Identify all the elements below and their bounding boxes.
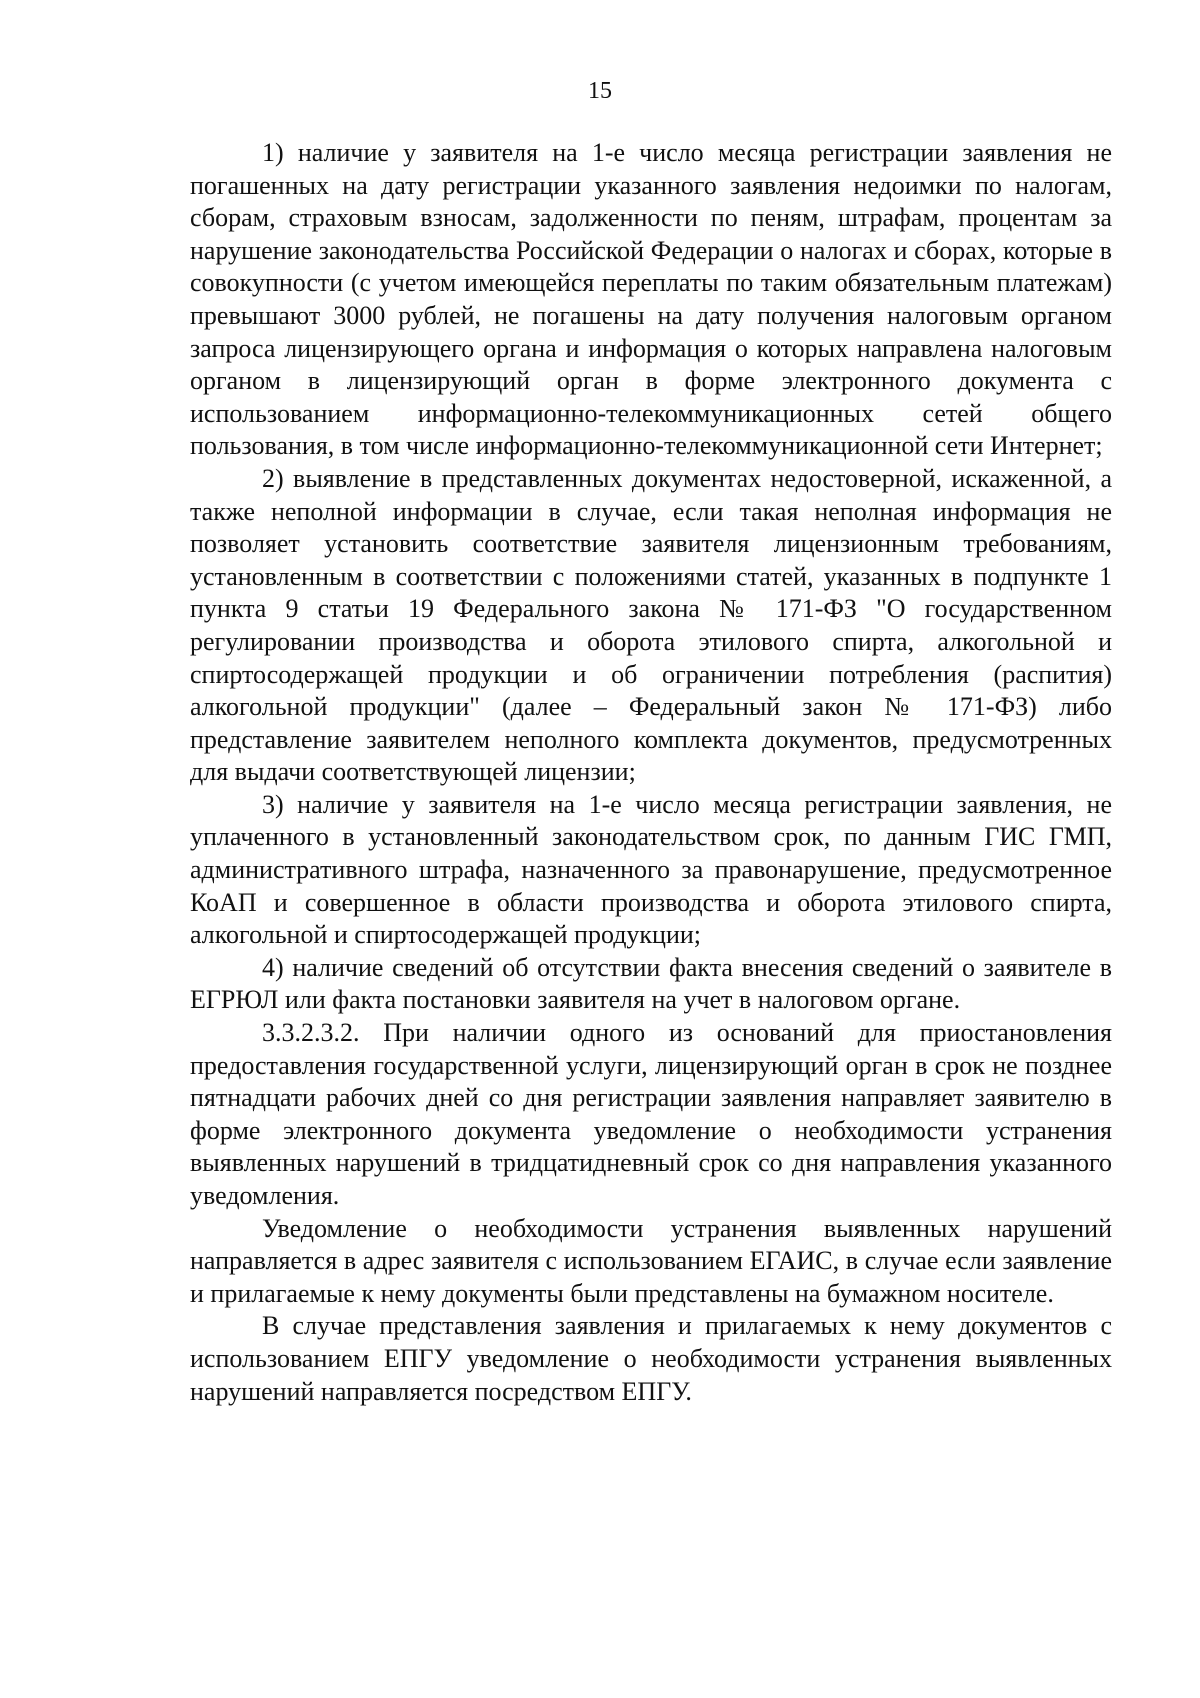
document-body [190,137,1112,1408]
page-number: 15 [588,78,612,104]
paragraph-notification-epgu: В случае представления заявления и прилагаемых к нему документов с использованием ЕПГУ уведомление о необходимости устранения выявленных нарушений направляется посредством ЕПГУ. [190,1311,1112,1406]
paragraph-item-1: 1) наличие у заявителя на 1-е число месяца регистрации заявления не погашенных на дату регистрации указанного заявления недоимки по налогам, сборам, страховым взносам, задолженности по пеням, штрафам, процентам за нарушение законодательства Российской Федерации о налогах и сборах, которые в совокупности (с учетом имеющейся переплаты по таким обязательным платежам) превышают 3000 рублей, не погашены на дату получения налоговым органом запроса лицензирующего органа и информация о которых направлена налоговым органом в лицензирующий орган в форме электронного документа с использованием информационно-телекоммуникационных сетей общего пользования, в том числе информационно-телекоммуникационной сети Интернет; [190,138,1112,461]
paragraph-item-2: 2) выявление в представленных документах недостоверной, искаженной, а также неполной информации в случае, если такая неполная информация не позволяет установить соответствие заявителя лицензионным требованиям, установленным в соответствии с положениями статей, указанных в подпункте 1 пункта 9 статьи 19 Федерального закона № 171-ФЗ "О государственном регулировании производства и оборота этилового спирта, алкогольной и спиртосодержащей продукции и об ограничении потребления (распития) алкогольной продукции" (далее – Федеральный закон № 171-ФЗ) либо представление заявителем неполного комплекта документов, предусмотренных для выдачи соответствующей лицензии; [190,463,1112,787]
paragraph-item-4: 4) наличие сведений об отсутствии факта внесения сведений о заявителе в ЕГРЮЛ или факта постановки заявителя на учет в налоговом органе. [190,952,1112,1015]
paragraph-item-3: 3) наличие у заявителя на 1-е число месяца регистрации заявления, не уплаченного в установленный законодательством срок, по данным ГИС ГМП, административного штрафа, назначенного за правонарушение, предусмотренное КоАП и совершенное в области производства и оборота этилового спирта, алкогольной и спиртосодержащей продукции; [190,789,1112,950]
paragraph-3-3-2-3-2: 3.3.2.3.2. При наличии одного из оснований для приостановления предоставления государственной услуги, лицензирующий орган в срок не позднее пятнадцати рабочих дней со дня регистрации заявления направляет заявителю в форме электронного документа уведомление о необходимости устранения выявленных нарушений в тридцатидневный срок со дня направления указанного уведомления. [190,1018,1112,1210]
paragraph-notification-paper: Уведомление о необходимости устранения выявленных нарушений направляется в адрес заявителя с использованием ЕГАИС, в случае если заявление и прилагаемые к нему документы были представлены на бумажном носителе. [190,1213,1112,1308]
